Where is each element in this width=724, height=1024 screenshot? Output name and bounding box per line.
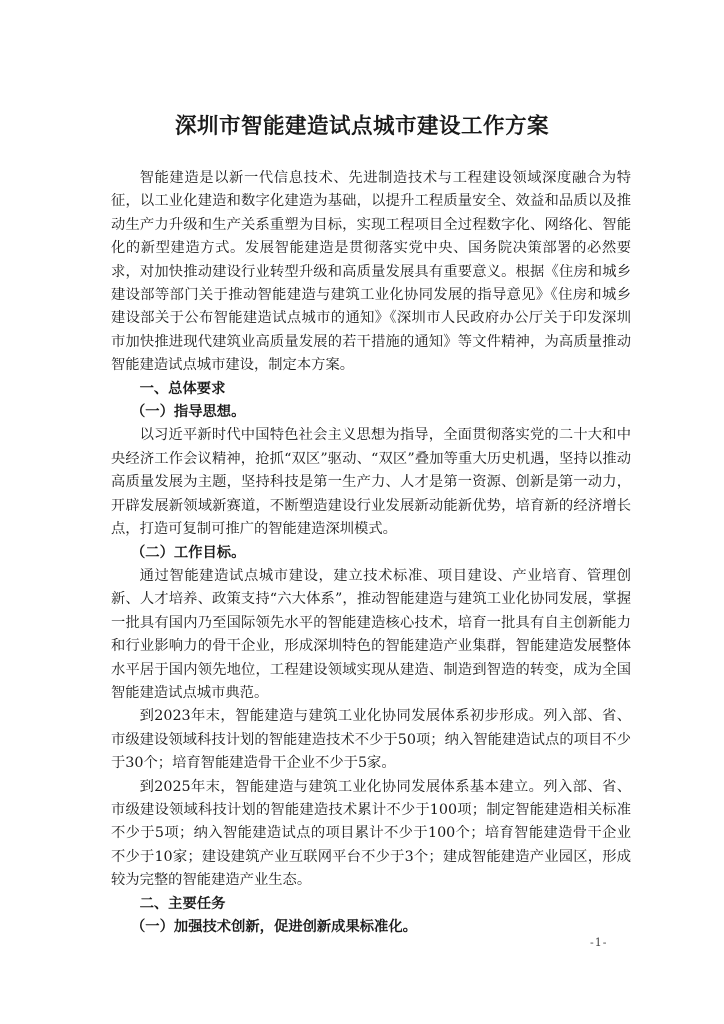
- subsection-heading-guiding-ideology: （一）指导思想。: [131, 404, 246, 421]
- work-goals-paragraph: 通过智能建造试点城市建设，建立技术标准、项目建设、产业培育、管理创新、人才培养、政策支持“六大体系”，推动智能建造与建筑工业化协同发展，掌握一批具有国内乃至国际领先水平的智能建造核心技术，培育一批具有自主创新能力和行业影响力的骨干企业，形成深圳特色的智能建造产业集群，智能建造发展整体水平居于国内领先地位，工程建设领域实现从建造、制造到智造的转变，成为全国智能建造试点城市典范。: [111, 567, 631, 701]
- subsection-heading-work-goals: （二）工作目标。: [131, 544, 246, 561]
- section-heading-main-tasks: 二、主要任务: [139, 895, 226, 912]
- page-number: -1-: [590, 936, 608, 949]
- document-body: [111, 167, 631, 939]
- subsection-heading-tech-innovation: （一）加强技术创新，促进创新成果标准化。: [131, 919, 417, 935]
- intro-paragraph: 智能建造是以新一代信息技术、先进制造技术与工程建设领域深度融合为特征，以工业化建造和数字化建造为基础，以提升工程质量安全、效益和品质以及推动生产力升级和生产关系重塑为目标，实现工程项目全过程数字化、网络化、智能化的新型建造方式。发展智能建造是贯彻落实党中央、国务院决策部署的必然要求，对加快推动建设行业转型升级和高质量发展具有重要意义。根据《住房和城乡建设部等部门关于推动智能建造与建筑工业化协同发展的指导意见》《住房和城乡建设部关于公布智能建造试点城市的通知》《深圳市人民政府办公厅关于印发深圳市加快推进现代建筑业高质量发展的若干措施的通知》等文件精神，为高质量推动智能建造试点城市建设，制定本方案。: [111, 170, 631, 374]
- goal-2025-paragraph: 到2025年末，智能建造与建筑工业化协同发展体系基本建立。列入部、省、市级建设领域科技计划的智能建造技术累计不少于100项；制定智能建造相关标准不少于5项；纳入智能建造试点的项目累计不少于100个；培育智能建造骨干企业不少于10家；建设建筑产业互联网平台不少于3个；建成智能建造产业园区，形成较为完整的智能建造产业生态。: [111, 778, 631, 889]
- document-title: 深圳市智能建造试点城市建设工作方案: [174, 114, 549, 139]
- section-heading-general: 一、总体要求: [139, 380, 226, 397]
- goal-2023-paragraph: 到2023年末，智能建造与建筑工业化协同发展体系初步形成。列入部、省、市级建设领域科技计划的智能建造技术不少于50项；纳入智能建造试点的项目不少于30个；培育智能建造骨干企业不少于5家。: [111, 708, 631, 772]
- guiding-ideology-paragraph: 以习近平新时代中国特色社会主义思想为指导，全面贯彻落实党的二十大和中央经济工作会议精神，抢抓“双区”驱动、“双区”叠加等重大历史机遇，坚持以推动高质量发展为主题，坚持科技是第一生产力、人才是第一资源、创新是第一动力，开辟发展新领域新赛道，不断塑造建设行业发展新动能新优势，培育新的经济增长点，打造可复制可推广的智能建造深圳模式。: [111, 427, 631, 538]
